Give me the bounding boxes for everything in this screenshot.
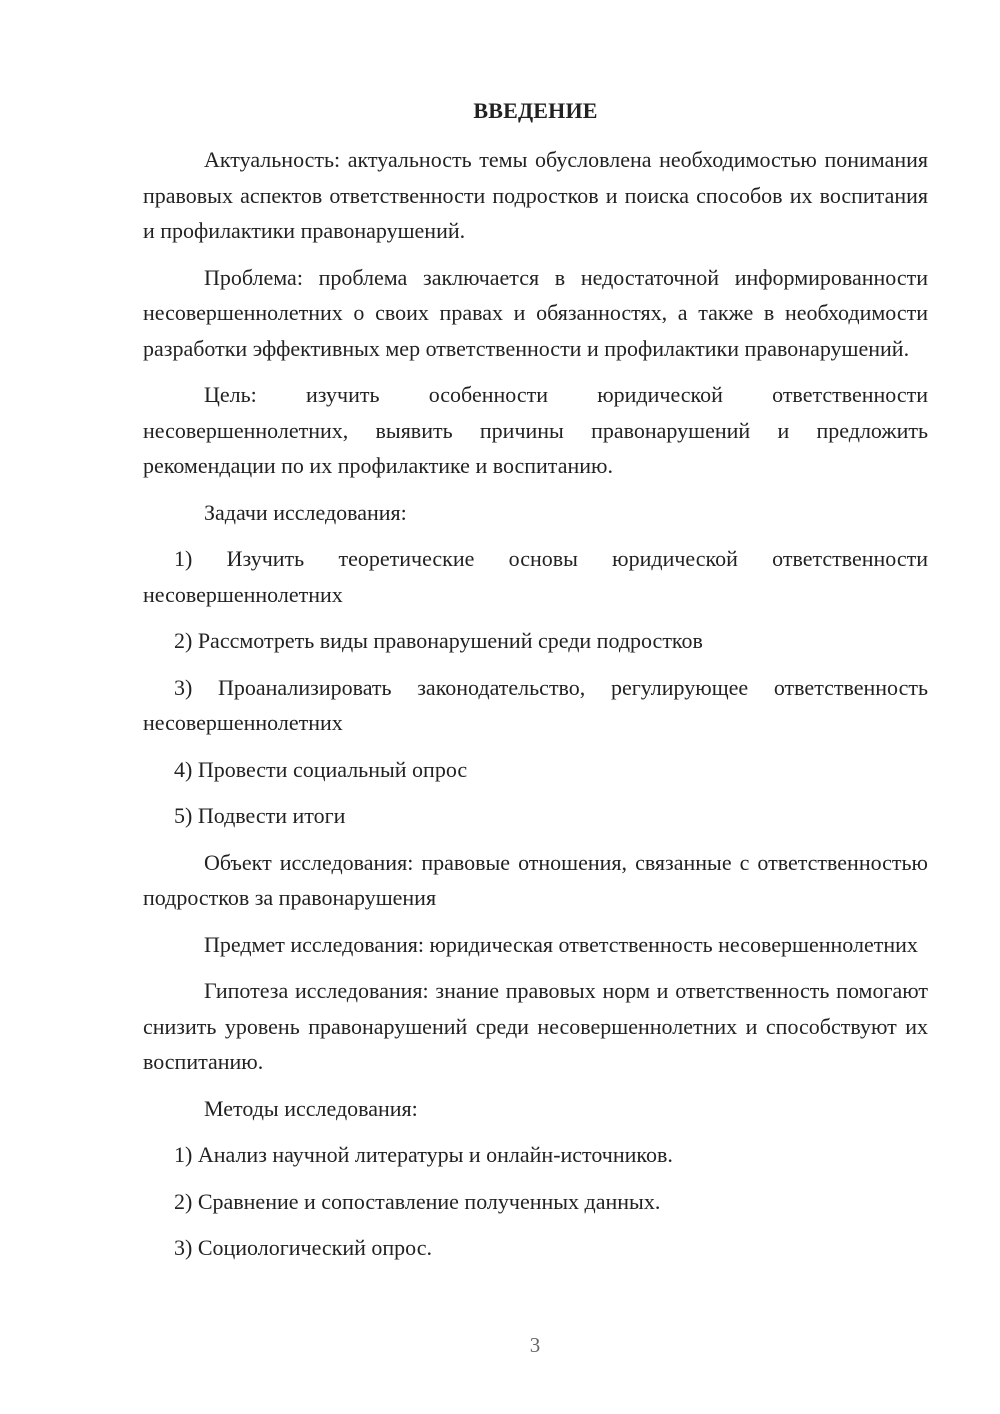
methods-heading: Методы исследования: <box>204 1095 418 1121</box>
relevance-paragraph: Актуальность: актуальность темы обусловлена необходимостью понимания правовых аспектов ответственности подростков и поиска способов их воспитания и профилактики правонарушений. <box>143 147 928 243</box>
subject-paragraph: Предмет исследования: юридическая ответственность несовершеннолетних <box>204 931 918 957</box>
object-paragraph: Объект исследования: правовые отношения, связанные с ответственностью подростков за правонарушения <box>143 849 928 910</box>
page-number: 3 <box>529 1333 541 1357</box>
task-item: 4) Провести социальный опрос <box>174 756 468 782</box>
hypothesis-paragraph: Гипотеза исследования: знание правовых норм и ответственность помогают снизить уровень правонарушений среди несовершеннолетних и способствуют их воспитанию. <box>143 978 928 1074</box>
method-item: 2) Сравнение и сопоставление полученных данных. <box>174 1188 661 1214</box>
tasks-heading: Задачи исследования: <box>204 499 407 525</box>
task-item: 3) Проанализировать законодательство, регулирующее ответственность несовершеннолетних <box>143 674 928 735</box>
method-item: 1) Анализ научной литературы и онлайн-источников. <box>174 1142 673 1167</box>
document-body <box>143 96 928 1277</box>
goal-paragraph: Цель: изучить особенности юридической ответственности несовершеннолетних, выявить причины правонарушений и предложить рекомендации по их профилактике и воспитанию. <box>143 382 928 478</box>
page-title: ВВЕДЕНИЕ <box>473 98 598 123</box>
problem-paragraph: Проблема: проблема заключается в недостаточной информированности несовершеннолетних о своих правах и обязанностях, а также в необходимости разработки эффективных мер ответственности и профилактики правонарушений. <box>143 264 928 361</box>
task-item: 1) Изучить теоретические основы юридической ответственности несовершеннолетних <box>143 546 928 607</box>
method-item: 3) Социологический опрос. <box>174 1235 432 1260</box>
task-item: 2) Рассмотреть виды правонарушений среди подростков <box>174 628 703 653</box>
task-item: 5) Подвести итоги <box>174 803 346 828</box>
